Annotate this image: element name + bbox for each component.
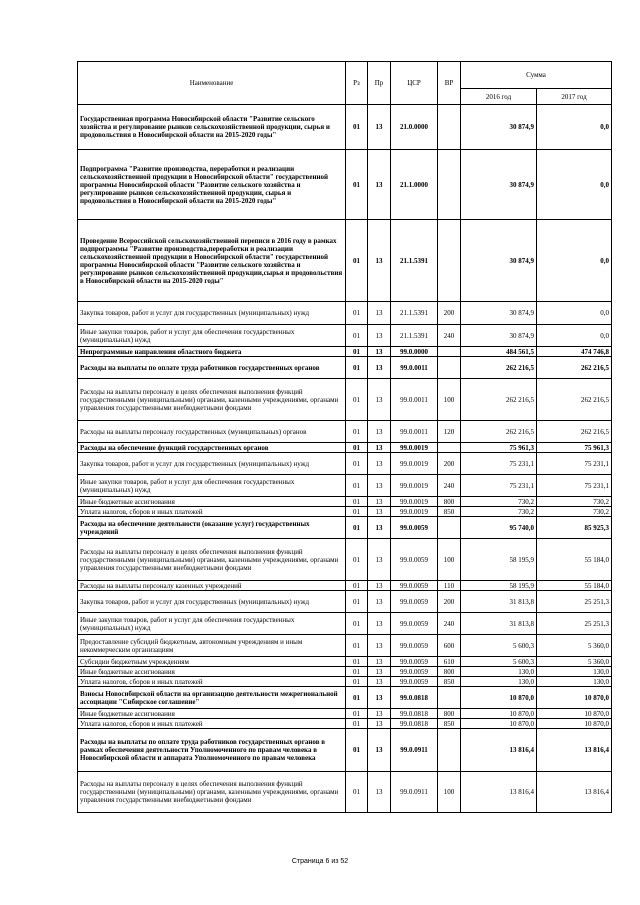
row-pr: 13 bbox=[368, 421, 391, 443]
table-row bbox=[78, 635, 612, 657]
row-pr: 13 bbox=[368, 220, 391, 302]
row-name: Иные закупки товаров, работ и услуг для обеспечения государственных (муниципальных) нужд bbox=[78, 325, 346, 347]
row-csr: 99.0.0059 bbox=[391, 613, 438, 635]
row-sum-2017: 5 360,0 bbox=[537, 657, 612, 667]
row-sum-2017: 130,0 bbox=[537, 667, 612, 677]
row-rz: 01 bbox=[346, 357, 368, 379]
row-vr: 100 bbox=[438, 772, 461, 813]
row-rz: 01 bbox=[346, 613, 368, 635]
row-pr: 13 bbox=[368, 347, 391, 357]
row-rz: 01 bbox=[346, 719, 368, 729]
row-pr: 13 bbox=[368, 105, 391, 150]
row-sum-2017: 13 816,4 bbox=[537, 729, 612, 772]
row-pr: 13 bbox=[368, 517, 391, 539]
row-vr: 240 bbox=[438, 325, 461, 347]
row-vr: 600 bbox=[438, 635, 461, 657]
row-name: Расходы на выплаты по оплате труда работников государственных органов в рамках обеспечения деятельности Уполномоченного по правам человека в Новосибирской области и аппарата Уполномоченного по правам человека bbox=[78, 729, 346, 772]
row-sum-2017: 85 925,3 bbox=[537, 517, 612, 539]
row-sum-2017: 262 216,5 bbox=[537, 357, 612, 379]
row-rz: 01 bbox=[346, 729, 368, 772]
row-vr: 200 bbox=[438, 591, 461, 613]
header-rz: Рз bbox=[346, 62, 368, 105]
row-csr: 99.0.0059 bbox=[391, 657, 438, 667]
row-pr: 13 bbox=[368, 729, 391, 772]
row-vr: 100 bbox=[438, 539, 461, 581]
table-row bbox=[78, 357, 612, 379]
row-vr bbox=[438, 220, 461, 302]
row-sum-2016: 262 216,5 bbox=[461, 357, 537, 379]
row-csr: 99.0.0059 bbox=[391, 581, 438, 591]
row-vr: 240 bbox=[438, 475, 461, 497]
row-rz: 01 bbox=[346, 497, 368, 507]
row-sum-2017: 10 870,0 bbox=[537, 709, 612, 719]
row-name: Расходы на обеспечение функций государственных органов bbox=[78, 443, 346, 453]
row-sum-2016: 5 600,3 bbox=[461, 635, 537, 657]
row-vr: 850 bbox=[438, 719, 461, 729]
row-csr: 99.0.0019 bbox=[391, 443, 438, 453]
row-sum-2017: 75 231,1 bbox=[537, 475, 612, 497]
row-name: Уплата налогов, сборов и иных платежей bbox=[78, 719, 346, 729]
row-sum-2016: 13 816,4 bbox=[461, 772, 537, 813]
row-pr: 13 bbox=[368, 635, 391, 657]
row-csr: 99.0.0818 bbox=[391, 709, 438, 719]
table-row bbox=[78, 105, 612, 150]
row-vr: 110 bbox=[438, 581, 461, 591]
table-row bbox=[78, 657, 612, 667]
header-vr: ВР bbox=[438, 62, 461, 105]
row-name: Иные бюджетные ассигнования bbox=[78, 709, 346, 719]
row-name: Расходы на обеспечение деятельности (оказание услуг) государственных учреждений bbox=[78, 517, 346, 539]
row-name: Иные закупки товаров, работ и услуг для обеспечения государственных (муниципальных) нужд bbox=[78, 475, 346, 497]
row-vr bbox=[438, 357, 461, 379]
row-pr: 13 bbox=[368, 772, 391, 813]
row-sum-2016: 130,0 bbox=[461, 667, 537, 677]
row-sum-2017: 474 746,8 bbox=[537, 347, 612, 357]
row-csr: 99.0.0059 bbox=[391, 635, 438, 657]
row-vr: 850 bbox=[438, 507, 461, 517]
row-sum-2017: 0,0 bbox=[537, 220, 612, 302]
row-rz: 01 bbox=[346, 581, 368, 591]
row-rz: 01 bbox=[346, 453, 368, 475]
table-row bbox=[78, 687, 612, 709]
row-pr: 13 bbox=[368, 325, 391, 347]
row-sum-2016: 58 195,9 bbox=[461, 581, 537, 591]
row-pr: 13 bbox=[368, 302, 391, 325]
row-csr: 99.0.0011 bbox=[391, 357, 438, 379]
table-row bbox=[78, 453, 612, 475]
row-sum-2016: 30 874,9 bbox=[461, 325, 537, 347]
row-csr: 99.0.0059 bbox=[391, 667, 438, 677]
table-row bbox=[78, 220, 612, 302]
row-sum-2017: 0,0 bbox=[537, 325, 612, 347]
row-vr: 100 bbox=[438, 379, 461, 421]
row-sum-2016: 10 870,0 bbox=[461, 719, 537, 729]
row-name: Иные закупки товаров, работ и услуг для обеспечения государственных (муниципальных) нужд bbox=[78, 613, 346, 635]
row-rz: 01 bbox=[346, 325, 368, 347]
row-pr: 13 bbox=[368, 581, 391, 591]
table-body bbox=[78, 105, 612, 813]
row-pr: 13 bbox=[368, 507, 391, 517]
row-name: Иные бюджетные ассигнования bbox=[78, 497, 346, 507]
header-sum: Сумма bbox=[461, 62, 612, 89]
row-rz: 01 bbox=[346, 475, 368, 497]
row-pr: 13 bbox=[368, 687, 391, 709]
row-csr: 99.0.0019 bbox=[391, 475, 438, 497]
row-sum-2016: 13 816,4 bbox=[461, 729, 537, 772]
row-csr: 99.0.0059 bbox=[391, 591, 438, 613]
row-csr: 21.1.5391 bbox=[391, 325, 438, 347]
row-pr: 13 bbox=[368, 657, 391, 667]
row-sum-2016: 31 813,8 bbox=[461, 591, 537, 613]
row-pr: 13 bbox=[368, 497, 391, 507]
row-name: Уплата налогов, сборов и иных платежей bbox=[78, 507, 346, 517]
row-name: Непрограммные направления областного бюджета bbox=[78, 347, 346, 357]
row-vr: 800 bbox=[438, 667, 461, 677]
row-pr: 13 bbox=[368, 453, 391, 475]
row-sum-2017: 0,0 bbox=[537, 302, 612, 325]
row-csr: 99.0.0019 bbox=[391, 507, 438, 517]
row-rz: 01 bbox=[346, 687, 368, 709]
row-sum-2017: 262 216,5 bbox=[537, 421, 612, 443]
table-row bbox=[78, 150, 612, 220]
table-row bbox=[78, 729, 612, 772]
row-csr: 99.0.0059 bbox=[391, 517, 438, 539]
row-csr: 99.0.0818 bbox=[391, 719, 438, 729]
row-name: Расходы на выплаты персоналу казенных учреждений bbox=[78, 581, 346, 591]
row-sum-2016: 75 961,3 bbox=[461, 443, 537, 453]
row-pr: 13 bbox=[368, 379, 391, 421]
row-csr: 99.0.0911 bbox=[391, 729, 438, 772]
header-name: Наименование bbox=[78, 62, 346, 105]
row-csr: 99.0.0059 bbox=[391, 539, 438, 581]
row-vr: 120 bbox=[438, 421, 461, 443]
row-rz: 01 bbox=[346, 347, 368, 357]
row-rz: 01 bbox=[346, 709, 368, 719]
row-vr: 610 bbox=[438, 657, 461, 667]
row-rz: 01 bbox=[346, 517, 368, 539]
row-vr: 200 bbox=[438, 302, 461, 325]
row-vr bbox=[438, 443, 461, 453]
row-rz: 01 bbox=[346, 667, 368, 677]
budget-table bbox=[77, 61, 612, 813]
row-rz: 01 bbox=[346, 507, 368, 517]
row-rz: 01 bbox=[346, 302, 368, 325]
row-csr: 21.0.0000 bbox=[391, 105, 438, 150]
row-sum-2017: 10 870,0 bbox=[537, 719, 612, 729]
row-sum-2016: 730,2 bbox=[461, 507, 537, 517]
row-pr: 13 bbox=[368, 719, 391, 729]
row-rz: 01 bbox=[346, 443, 368, 453]
header-year-2016: 2016 год bbox=[461, 89, 537, 105]
table-row bbox=[78, 719, 612, 729]
row-sum-2016: 30 874,9 bbox=[461, 302, 537, 325]
row-vr bbox=[438, 347, 461, 357]
row-rz: 01 bbox=[346, 220, 368, 302]
row-rz: 01 bbox=[346, 379, 368, 421]
row-rz: 01 bbox=[346, 677, 368, 687]
row-rz: 01 bbox=[346, 591, 368, 613]
header-pr: Пр bbox=[368, 62, 391, 105]
row-name: Проведение Всероссийской сельскохозяйственной переписи в 2016 году в рамках подпрограммы "Развитие производства,переработки и реализации сельскохозяйственной продукции в Новосибирской области" государственной программы Новосибирской области "Развитие сельского хозяйства и регулирование рынков сельскохозяйственной продукции,сырья и продовольствия в Новосибирской области на 2015-2020 годы" bbox=[78, 220, 346, 302]
row-csr: 99.0.0011 bbox=[391, 421, 438, 443]
row-name: Закупка товаров, работ и услуг для государственных (муниципальных) нужд bbox=[78, 302, 346, 325]
table-row bbox=[78, 613, 612, 635]
page-footer: Страница 6 из 52 bbox=[291, 858, 349, 865]
row-vr: 800 bbox=[438, 497, 461, 507]
row-name: Субсидии бюджетным учреждениям bbox=[78, 657, 346, 667]
row-csr: 99.0.0019 bbox=[391, 453, 438, 475]
table-row bbox=[78, 581, 612, 591]
row-name: Взносы Новосибирской области на организацию деятельности межрегиональной ассоциации "Сибирское соглашение" bbox=[78, 687, 346, 709]
row-vr bbox=[438, 729, 461, 772]
row-pr: 13 bbox=[368, 677, 391, 687]
row-sum-2016: 95 740,0 bbox=[461, 517, 537, 539]
table-row bbox=[78, 497, 612, 507]
row-sum-2017: 5 360,0 bbox=[537, 635, 612, 657]
table-row bbox=[78, 517, 612, 539]
row-sum-2017: 13 816,4 bbox=[537, 772, 612, 813]
row-name: Подпрограмма "Развитие производства, переработки и реализации сельскохозяйственной продукции в Новосибирской области" государственной программы Новосибирской области "Развитие сельского хозяйства и регулирование рынков сельскохозяйственной продукции, сырья и продовольствия в Новосибирской области на 2015-2020 годы" bbox=[78, 150, 346, 220]
row-sum-2016: 10 870,0 bbox=[461, 687, 537, 709]
row-rz: 01 bbox=[346, 772, 368, 813]
row-rz: 01 bbox=[346, 635, 368, 657]
row-pr: 13 bbox=[368, 475, 391, 497]
row-sum-2017: 730,2 bbox=[537, 507, 612, 517]
row-sum-2016: 75 231,1 bbox=[461, 475, 537, 497]
row-pr: 13 bbox=[368, 539, 391, 581]
row-sum-2017: 130,0 bbox=[537, 677, 612, 687]
row-sum-2016: 10 870,0 bbox=[461, 709, 537, 719]
header-csr: ЦСР bbox=[391, 62, 438, 105]
row-sum-2017: 25 251,3 bbox=[537, 591, 612, 613]
row-rz: 01 bbox=[346, 539, 368, 581]
table-row bbox=[78, 379, 612, 421]
row-sum-2017: 10 870,0 bbox=[537, 687, 612, 709]
row-sum-2016: 262 216,5 bbox=[461, 421, 537, 443]
table-row bbox=[78, 507, 612, 517]
row-name: Уплата налогов, сборов и иных платежей bbox=[78, 677, 346, 687]
row-name: Расходы на выплаты персоналу государственных (муниципальных) органов bbox=[78, 421, 346, 443]
row-pr: 13 bbox=[368, 667, 391, 677]
table-row bbox=[78, 302, 612, 325]
row-csr: 99.0.0011 bbox=[391, 379, 438, 421]
row-vr: 800 bbox=[438, 709, 461, 719]
row-csr: 99.0.0059 bbox=[391, 677, 438, 687]
table-row bbox=[78, 539, 612, 581]
row-sum-2017: 0,0 bbox=[537, 105, 612, 150]
row-name: Расходы на выплаты персоналу в целях обеспечения выполнения функций государственными (муниципальными) органами, казенными учреждениями, органами управления государственными внебюджетными фондами bbox=[78, 379, 346, 421]
row-pr: 13 bbox=[368, 443, 391, 453]
row-sum-2016: 484 561,5 bbox=[461, 347, 537, 357]
row-csr: 99.0.0911 bbox=[391, 772, 438, 813]
row-vr bbox=[438, 150, 461, 220]
row-vr: 200 bbox=[438, 453, 461, 475]
row-csr: 99.0.0019 bbox=[391, 497, 438, 507]
table-row bbox=[78, 421, 612, 443]
row-csr: 21.1.0000 bbox=[391, 150, 438, 220]
row-csr: 21.1.5391 bbox=[391, 302, 438, 325]
row-sum-2017: 0,0 bbox=[537, 150, 612, 220]
row-pr: 13 bbox=[368, 357, 391, 379]
row-vr bbox=[438, 105, 461, 150]
row-sum-2016: 262 216,5 bbox=[461, 379, 537, 421]
row-name: Расходы на выплаты персоналу в целях обеспечения выполнения функций государственными (муниципальными) органами, казенными учреждениями, органами управления государственными внебюджетными фондами bbox=[78, 772, 346, 813]
row-sum-2016: 130,0 bbox=[461, 677, 537, 687]
row-pr: 13 bbox=[368, 709, 391, 719]
row-name: Закупка товаров, работ и услуг для государственных (муниципальных) нужд bbox=[78, 591, 346, 613]
row-name: Расходы на выплаты по оплате труда работников государственных органов bbox=[78, 357, 346, 379]
header-year-2017: 2017 год bbox=[537, 89, 612, 105]
row-sum-2017: 75 231,1 bbox=[537, 453, 612, 475]
row-pr: 13 bbox=[368, 150, 391, 220]
row-name: Расходы на выплаты персоналу в целях обеспечения выполнения функций государственными (муниципальными) органами, казенными учреждениями, органами управления государственными внебюджетными фондами bbox=[78, 539, 346, 581]
row-sum-2017: 75 961,3 bbox=[537, 443, 612, 453]
row-sum-2016: 30 874,9 bbox=[461, 150, 537, 220]
table-row bbox=[78, 677, 612, 687]
row-sum-2017: 730,2 bbox=[537, 497, 612, 507]
row-vr: 850 bbox=[438, 677, 461, 687]
row-csr: 99.0.0000 bbox=[391, 347, 438, 357]
table-row bbox=[78, 475, 612, 497]
table-row bbox=[78, 325, 612, 347]
row-rz: 01 bbox=[346, 105, 368, 150]
table-row bbox=[78, 591, 612, 613]
row-csr: 99.0.0818 bbox=[391, 687, 438, 709]
table-row bbox=[78, 347, 612, 357]
row-sum-2017: 25 251,3 bbox=[537, 613, 612, 635]
table-row bbox=[78, 709, 612, 719]
row-sum-2016: 58 195,9 bbox=[461, 539, 537, 581]
row-sum-2016: 730,2 bbox=[461, 497, 537, 507]
row-sum-2017: 55 184,0 bbox=[537, 581, 612, 591]
row-sum-2016: 31 813,8 bbox=[461, 613, 537, 635]
row-vr bbox=[438, 517, 461, 539]
table-row bbox=[78, 772, 612, 813]
row-pr: 13 bbox=[368, 591, 391, 613]
table-row bbox=[78, 667, 612, 677]
row-csr: 21.1.5391 bbox=[391, 220, 438, 302]
row-rz: 01 bbox=[346, 150, 368, 220]
row-name: Предоставление субсидий бюджетным, автономным учреждениям и иным некоммерческим организациям bbox=[78, 635, 346, 657]
row-vr: 240 bbox=[438, 613, 461, 635]
row-rz: 01 bbox=[346, 421, 368, 443]
row-vr bbox=[438, 687, 461, 709]
row-sum-2017: 262 216,5 bbox=[537, 379, 612, 421]
row-sum-2016: 75 231,1 bbox=[461, 453, 537, 475]
row-rz: 01 bbox=[346, 657, 368, 667]
row-name: Государственная программа Новосибирской области "Развитие сельского хозяйства и регулирование рынков сельскохозяйственной продукции, сырья и продовольствия в Новосибирской области на 2015-2020 годы" bbox=[78, 105, 346, 150]
row-name: Иные бюджетные ассигнования bbox=[78, 667, 346, 677]
table-row bbox=[78, 443, 612, 453]
row-sum-2016: 30 874,9 bbox=[461, 105, 537, 150]
row-sum-2016: 30 874,9 bbox=[461, 220, 537, 302]
row-sum-2016: 5 600,3 bbox=[461, 657, 537, 667]
row-pr: 13 bbox=[368, 613, 391, 635]
row-sum-2017: 55 184,0 bbox=[537, 539, 612, 581]
row-name: Закупка товаров, работ и услуг для государственных (муниципальных) нужд bbox=[78, 453, 346, 475]
